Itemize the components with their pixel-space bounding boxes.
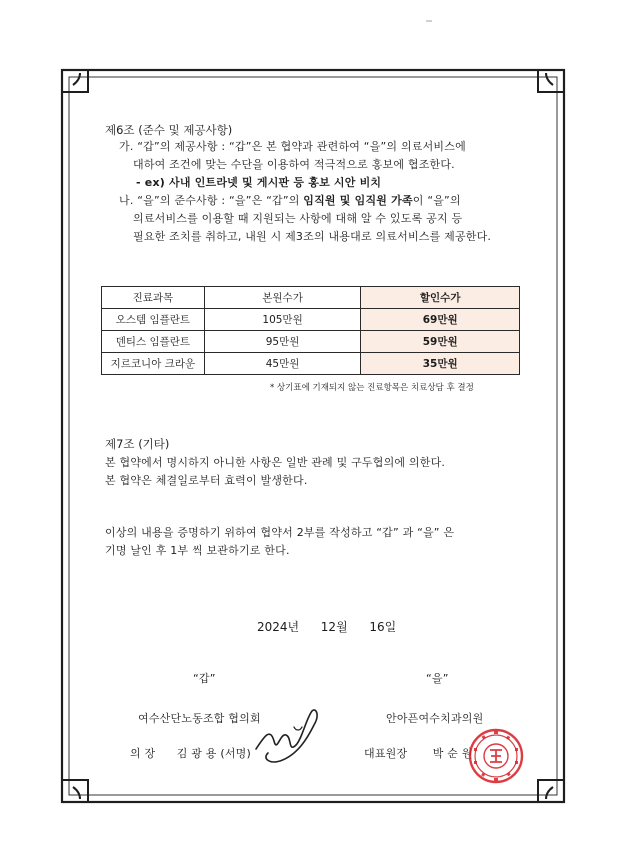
table-row: [102, 309, 520, 331]
article6-item-ga-example: - ex) 사내 인트라넷 및 게시판 등 홍보 시안 비치: [136, 176, 382, 189]
fee-table-header-row: [102, 287, 520, 309]
party-a-org: 여수산단노동조합 협의회: [138, 712, 261, 725]
date-year: 2024년: [257, 620, 300, 634]
fee-table-note: * 상기표에 기재되지 않는 진료항목은 치료상담 후 결정: [270, 383, 474, 393]
table-cell-discount-price: 35만원: [361, 353, 520, 375]
article6-item-na-line1-post: 이 “을”의: [412, 194, 461, 207]
party-b-signatory: [364, 745, 473, 761]
table-cell-treatment: 덴티스 임플란트: [102, 331, 205, 353]
party-b-role: 대표원장: [364, 747, 408, 760]
table-cell-treatment: 오스템 임플란트: [102, 309, 205, 331]
article6-item-na-line2: 의료서비스를 이용할 때 지원되는 사항에 대해 알 수 있도록 공지 등: [133, 212, 463, 225]
table-cell-discount-price: 69만원: [361, 309, 520, 331]
table-cell-treatment: 지르코니아 크라운: [102, 353, 205, 375]
party-b-label: “을”: [426, 672, 449, 685]
table-cell-discount-price: 59만원: [361, 331, 520, 353]
official-seal: [468, 728, 524, 784]
party-a-sign-mark: (서명): [220, 747, 251, 760]
party-a-name: 김 광 용: [176, 747, 217, 760]
party-a-signatory: [130, 745, 251, 761]
table-row: [102, 331, 520, 353]
date-day: 16일: [369, 620, 397, 634]
article6-item-na-line1-pre: 나. “을”의 준수사항 : “을”은 “갑”의: [119, 194, 304, 207]
article6-item-na-line1-bold: 임직원 및 임직원 가족: [303, 194, 413, 207]
table-cell-regular-price: 95만원: [204, 331, 361, 353]
date-month: 12월: [320, 620, 348, 634]
article6-item-ga-line2: 대하여 조건에 맞는 수단을 이용하여 적극적으로 홍보에 협조한다.: [133, 158, 455, 171]
fee-table-header-regular-price: 본원수가: [204, 287, 361, 309]
handwritten-signature: [250, 697, 330, 767]
closing-line2: 기명 날인 후 1부 씩 보관하기로 한다.: [105, 544, 290, 557]
article6-item-na-line1: [119, 192, 461, 208]
party-a-label: “갑”: [193, 672, 216, 685]
fee-table-header-treatment: 진료과목: [102, 287, 205, 309]
fee-table: [101, 286, 520, 375]
table-row: [102, 353, 520, 375]
article7-title: 제7조 (기타): [105, 437, 170, 451]
table-cell-regular-price: 45만원: [204, 353, 361, 375]
party-a-role: 의 장: [130, 747, 156, 760]
article6-item-ga-line1: 가. “갑”의 제공사항 : “갑”은 본 협약과 관련하여 “을”의 의료서비스에: [119, 140, 466, 153]
fee-table-header-discount-price: 할인수가: [361, 287, 520, 309]
article6-item-na-line3: 필요한 조치를 취하고, 내원 시 제3조의 내용대로 의료서비스를 제공한다.: [133, 230, 492, 243]
closing-line1: 이상의 내용을 증명하기 위하여 협약서 2부를 작성하고 “갑” 과 “을” 은: [105, 526, 455, 539]
article6-title: 제6조 (준수 및 제공사항): [105, 123, 233, 137]
party-b-org: 안아픈여수치과의원: [386, 712, 484, 725]
party-b-name: 박 순 원: [432, 747, 473, 760]
article7-line2: 본 협약은 체결일로부터 효력이 발생한다.: [105, 474, 308, 487]
article7-line1: 본 협약에서 명시하지 아니한 사항은 일반 관례 및 구두협의에 의한다.: [105, 456, 446, 469]
agreement-date: [257, 618, 396, 635]
table-cell-regular-price: 105만원: [204, 309, 361, 331]
